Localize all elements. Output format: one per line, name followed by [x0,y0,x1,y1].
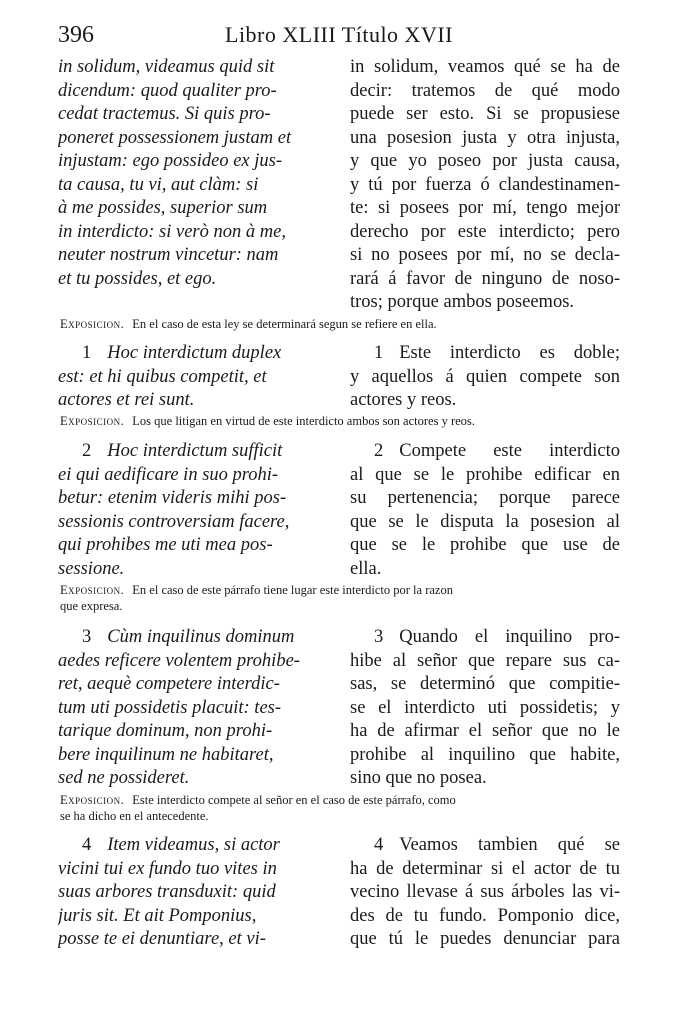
latin-line: in interdicto: si verò non à me, [58,221,286,242]
latin-column [58,440,340,581]
spanish-line: una posesion justa y otra injusta, [350,127,620,148]
spanish-line: se el interdicto uti possidetis; y [350,697,620,718]
latin-line: juris sit. Et ait Pomponius, [58,905,257,926]
spanish-line: Veamos tambien qué se [399,835,620,855]
exposition-note [60,792,620,824]
latin-line: ret, aequè competere interdic- [58,674,280,694]
latin-line: Item videamus, si actor [107,835,280,855]
spanish-line: sas, se determinó que compitie- [350,674,620,694]
paragraph-number: 2 [82,441,92,461]
paragraph-number: 1 [374,343,384,363]
paragraph-number: 2 [374,441,384,461]
spanish-line: hibe al señor que repare sus ca- [350,650,620,671]
latin-line: poneret possessionem justam et [58,127,292,148]
latin-line: cedat tractemus. Si quis pro- [58,104,271,124]
latin-line: sed ne possideret. [58,768,190,788]
paragraph-2 [58,440,620,582]
latin-line: betur: etenim videris mihi pos- [58,488,287,508]
latin-line: à me possides, superior sum [58,198,268,218]
latin-line: actores et rei sunt. [58,390,195,410]
page-header [58,16,620,50]
paragraph-4 [58,834,620,956]
latin-line: et tu possides, et ego. [58,268,217,289]
exposition-text: se ha dicho en el antecedente. [60,809,209,823]
exposition-text: Los que litigan en virtud de este interdicto ambos son actores y reos. [132,414,475,428]
latin-line: vicini tui ex fundo tuo vites in [58,858,277,879]
exposition-text: Este interdicto compete al señor en el caso de este párrafo, como [132,793,456,807]
exposition-note [60,316,620,332]
spanish-line: sino que no posea. [350,768,487,788]
latin-line: Cùm inquilinus dominum [107,627,295,647]
spanish-line: que tú le puedes denunciar para [350,929,620,949]
opening-paragraph [58,56,620,316]
spanish-line: tros; porque ambos poseemos. [350,292,575,312]
spanish-line: su pertenencia; porque parece [350,488,620,508]
latin-line: ei qui aedificare in suo prohi- [58,464,279,485]
latin-line: sessione. [58,558,125,579]
spanish-column [350,626,620,791]
exposition-text: En el caso de esta ley se determinará segun se refiere en ella. [132,317,437,331]
spanish-line: y que yo poseo por justa causa, [350,151,620,171]
spanish-line: vecino llevase á sus árboles las vi- [350,882,620,902]
spanish-line: Este interdicto es doble; [399,343,620,363]
spanish-line: actores y reos. [350,390,457,410]
spanish-column [350,56,620,315]
spanish-line: prohibe al inquilino que habite, [350,744,620,765]
paragraph-number: 4 [82,835,92,855]
spanish-column [350,834,620,952]
paragraph-3 [58,626,620,792]
spanish-line: y aquellos á quien compete son [350,366,620,387]
spanish-line: in solidum, veamos qué se ha de [350,57,620,77]
spanish-line: des de tu fundo. Pomponio dice, [350,905,620,926]
spanish-line: que se le disputa la posesion al [350,511,620,532]
spanish-column [350,342,620,413]
latin-line: sessionis controversiam facere, [58,511,290,532]
exposition-text: que expresa. [60,599,123,613]
spanish-line: puede ser esto. Si se propusiese [350,104,620,124]
spanish-line: ella. [350,558,382,579]
paragraph-1 [58,342,620,414]
latin-line: dicendum: quod qualiter pro- [58,80,277,101]
exposition-label: Exposicion. [60,583,125,597]
latin-line: est: et hi quibus competit, et [58,366,267,387]
spanish-line: al que se le prohibe edificar en [350,464,620,485]
paragraph-number: 3 [82,627,92,647]
latin-line: Hoc interdictum duplex [107,343,282,363]
paragraph-number: 1 [82,343,92,363]
latin-column [58,626,340,791]
exposition-label: Exposicion. [60,793,125,807]
exposition-note [60,582,620,614]
latin-line: posse te ei denuntiare, et vi- [58,929,266,949]
exposition-label: Exposicion. [60,317,125,331]
spanish-line: ha de afirmar el señor que no le [350,721,620,741]
latin-line: aedes reficere volentem prohibe- [58,650,300,671]
spanish-line: ha de determinar si el actor de tu [350,858,620,879]
spanish-line: Quando el inquilino pro- [399,627,620,647]
latin-line: suas arbores transduxit: quid [58,882,276,902]
exposition-text: En el caso de este párrafo tiene lugar este interdicto por la razon [132,583,453,597]
latin-line: injustam: ego possideo ex jus- [58,151,283,171]
latin-line: tarique dominum, non prohi- [58,721,273,741]
paragraph-number: 3 [374,627,384,647]
spanish-line: si no posees por mí, no se decla- [350,245,620,265]
latin-line: ta causa, tu vi, aut clàm: si [58,174,259,195]
spanish-line: que se le prohibe que use de [350,535,620,555]
latin-column [58,56,340,291]
spanish-line: y tú por fuerza ó clandestinamen- [350,174,620,195]
latin-line: neuter nostrum vincetur: nam [58,245,279,265]
latin-column [58,834,340,952]
latin-line: bere inquilinum ne habitaret, [58,744,274,765]
paragraph-number: 4 [374,835,384,855]
exposition-label: Exposicion. [60,414,125,428]
latin-line: tum uti possidetis placuit: tes- [58,697,282,718]
spanish-line: decir: tratemos de qué modo [350,80,620,101]
latin-line: in solidum, videamus quid sit [58,57,275,77]
latin-line: qui prohibes me uti mea pos- [58,535,273,555]
latin-column [58,342,340,413]
spanish-line: te: si posees por mí, tengo mejor [350,198,620,218]
latin-line: Hoc interdictum sufficit [107,441,283,461]
running-title: Libro XLIII Título XVII [225,22,453,47]
exposition-note [60,413,620,429]
page-number: 396 [58,22,94,48]
spanish-column [350,440,620,581]
spanish-line: Compete este interdicto [399,441,620,461]
spanish-line: derecho por este interdicto; pero [350,221,620,242]
spanish-line: rará á favor de ninguno de noso- [350,268,620,289]
